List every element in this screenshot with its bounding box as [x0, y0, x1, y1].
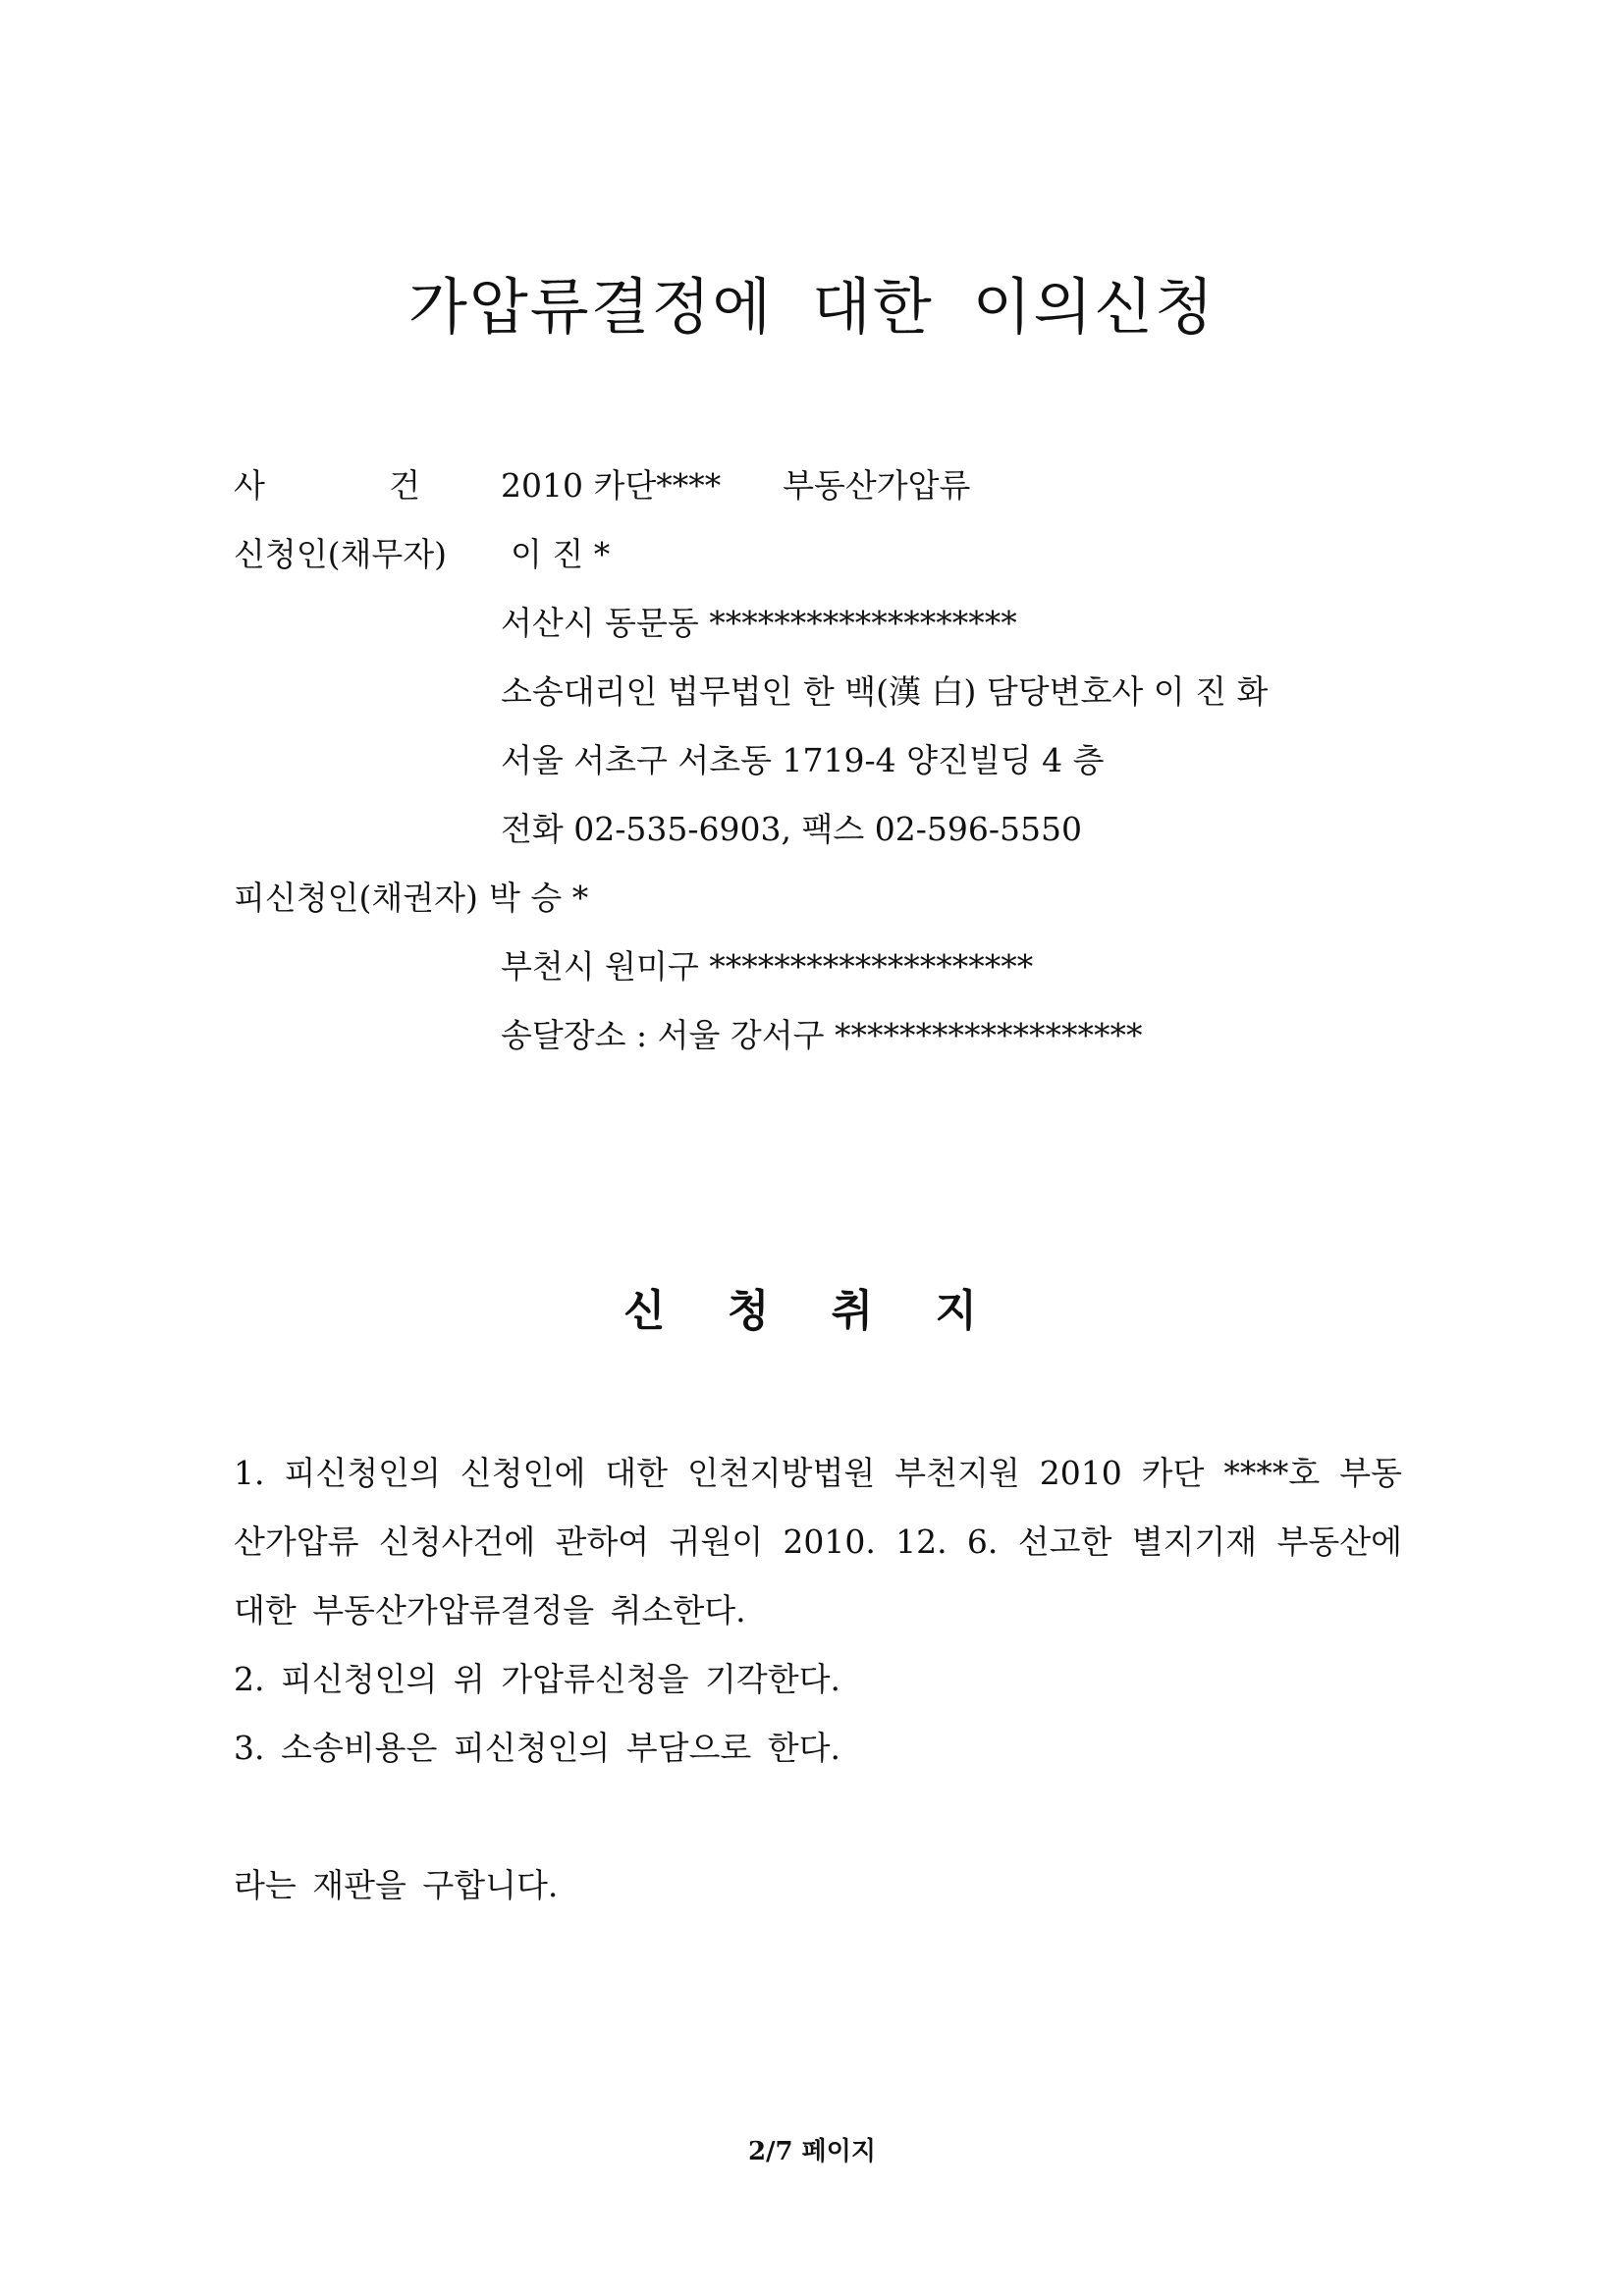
applicant-label: 신청인(채무자) — [234, 535, 448, 573]
parties-block — [234, 452, 1412, 1060]
case-number: 2010 카단**** 부동산가압류 — [501, 466, 971, 505]
applicant-name: 이 진 * — [511, 535, 611, 573]
respondent-address: 부천시 원미구 ******************** — [501, 947, 1034, 986]
respondent-delivery: 송달장소 : 서울 강서구 ******************* — [501, 1016, 1143, 1054]
document-title: 가압류결정에 대한 이의신청 — [407, 271, 1217, 343]
respondent-label: 피신청인(채권자) — [234, 879, 478, 917]
agent-address: 서울 서초구 서초동 1719-4 양진빌딩 4 층 — [501, 741, 1105, 779]
case-label-char-2: 건 — [389, 466, 420, 505]
case-label — [234, 452, 420, 520]
applicant-address: 서산시 동문동 ******************* — [501, 604, 1017, 642]
claim-1: 1. 피신청인의 신청인에 대한 인천지방법원 부천지원 2010 카단 ****호 부동산가압류 신청사건에 관하여 귀원이 2010. 12. 6. 선고한 별지기재 부동산에 대한 부동산가압류결정을 취소한다. — [234, 1454, 1402, 1629]
case-label-char-1: 사 — [234, 466, 265, 505]
claim-3: 3. 소송비용은 피신청인의 부담으로 한다. — [234, 1729, 840, 1767]
page-number: 2/7 페이지 — [747, 2137, 877, 2166]
claim-2: 2. 피신청인의 위 가압류신청을 기각한다. — [234, 1660, 840, 1698]
applicant-agent: 소송대리인 법무법인 한 백(漢 白) 담당변호사 이 진 화 — [501, 672, 1269, 711]
closing-text: 라는 재판을 구합니다. — [234, 1866, 559, 1904]
agent-contact: 전화 02-535-6903, 팩스 02-596-5550 — [501, 810, 1082, 848]
section-title: 신 청 취 지 — [623, 1286, 1001, 1336]
respondent-name: 박 승 * — [489, 879, 589, 917]
